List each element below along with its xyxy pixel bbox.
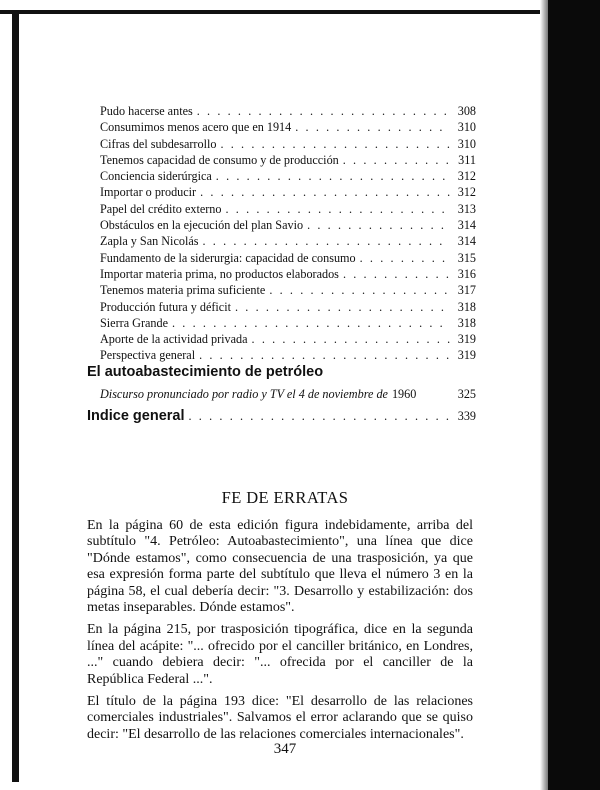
toc-entry[interactable] xyxy=(100,152,476,168)
toc-entry-title: Sierra Grande xyxy=(100,315,169,330)
leader-dots xyxy=(216,168,450,184)
leader-dots xyxy=(220,136,450,152)
toc-entry[interactable] xyxy=(100,119,476,135)
toc-entry-page: 313 xyxy=(457,201,476,216)
leader-dots xyxy=(343,266,450,282)
toc-entry-page: 317 xyxy=(457,283,476,298)
toc-entry-title: Consumimos menos acero que en 1914 xyxy=(100,120,292,135)
toc-entry-title: Cifras del subdesarrollo xyxy=(100,136,217,151)
leader-dots xyxy=(269,282,450,298)
toc-entry[interactable] xyxy=(100,299,476,315)
page-edge-left xyxy=(12,12,19,782)
leader-dots xyxy=(235,299,450,315)
toc-entry-page: 312 xyxy=(457,185,476,200)
toc-entry-page: 319 xyxy=(457,348,476,363)
toc-entry[interactable] xyxy=(100,184,476,200)
toc-entry[interactable] xyxy=(100,282,476,298)
toc-entry[interactable] xyxy=(100,266,476,282)
toc-entry-title: Zapla y San Nicolás xyxy=(100,234,199,249)
leader-dots xyxy=(200,184,450,200)
toc-entry-title: Aporte de la actividad privada xyxy=(100,332,248,347)
toc-entry-page: 312 xyxy=(457,169,476,184)
leader-dots xyxy=(295,119,450,135)
toc-entry-page: 311 xyxy=(458,152,476,167)
toc-entry[interactable] xyxy=(100,103,476,119)
toc-entry[interactable] xyxy=(100,233,476,249)
leader-dots xyxy=(189,409,450,424)
errata-heading: FE DE ERRATAS xyxy=(221,488,349,507)
toc-entry-title: Fundamento de la siderurgia: capacidad de consumo xyxy=(100,250,356,265)
toc-entry-page: 318 xyxy=(457,299,476,314)
toc-entry-page: 310 xyxy=(457,120,476,135)
toc-entry-page: 316 xyxy=(457,266,476,281)
leader-dots xyxy=(360,250,450,266)
toc-entry[interactable] xyxy=(100,168,476,184)
toc-entry-title: Producción futura y déficit xyxy=(100,299,231,314)
toc-entry-title: Conciencia siderúrgica xyxy=(100,169,212,184)
toc-entry-page: 315 xyxy=(457,250,476,265)
toc-entry-year: 1960 xyxy=(391,387,417,401)
errata-body xyxy=(87,518,473,749)
toc-entry[interactable] xyxy=(100,347,476,363)
page-number: 347 xyxy=(273,741,297,757)
leader-dots xyxy=(226,201,451,217)
leader-dots xyxy=(199,347,450,363)
toc-entry-discurso[interactable] xyxy=(100,387,476,402)
errata-paragraph: En la página 215, por trasposición tipográfica, dice en la segunda línea del acápite: "... ofrecido por el canciller británico, en Londres, ..." cuando debiera decir: "... ofrecida por el canciller de la República Federal ...". xyxy=(87,622,473,687)
toc-entry[interactable] xyxy=(100,315,476,331)
toc-entry-title: Tenemos capacidad de consumo y de producción xyxy=(100,152,339,167)
toc-entry-page: 308 xyxy=(457,104,476,118)
leader-dots xyxy=(197,103,450,119)
errata-paragraph: En la página 60 de esta edición figura indebidamente, arriba del subtítulo "4. Petróleo: Autoabastecimiento", una línea que dice "Dónde estamos", como consecuencia de una trasposición, ya que esa expresión forma parte del subtítulo que lleva el número 3 en la página 58, el cual debería decir: "3. Desarrollo y estabilización: dos metas inseparables. Dónde estamos". xyxy=(87,518,473,616)
toc-entry[interactable] xyxy=(100,217,476,233)
toc-entry[interactable] xyxy=(100,331,476,347)
page-edge-top xyxy=(0,10,560,14)
toc-entry-page: 318 xyxy=(457,315,476,330)
toc-entry-title: Importar materia prima, no productos elaborados xyxy=(100,266,339,281)
leader-dots xyxy=(203,233,451,249)
leader-dots xyxy=(252,331,450,347)
errata-paragraph: El título de la página 193 dice: "El desarrollo de las relaciones comerciales industriales". Salvamos el error aclarando que se quiso decir: "El desarrollo de las relaciones comerciales internacionales". xyxy=(87,694,473,742)
toc-entry[interactable] xyxy=(100,136,476,152)
toc-entry-page: 314 xyxy=(457,218,476,233)
toc-entry-indice-general[interactable] xyxy=(87,408,476,424)
section-heading-autoabastecimiento[interactable]: El autoabastecimiento de petróleo xyxy=(87,364,324,380)
toc-entry-page: 310 xyxy=(457,136,476,151)
table-of-contents xyxy=(100,103,476,364)
leader-dots xyxy=(343,152,450,168)
toc-entry-title: Pudo hacerse antes xyxy=(100,104,193,118)
leader-dots xyxy=(307,217,450,233)
toc-entry-page: 319 xyxy=(457,332,476,347)
toc-entry-page: 314 xyxy=(457,234,476,249)
toc-entry-page: 325 xyxy=(457,387,476,401)
toc-entry-title: Obstáculos en la ejecución del plan Savio xyxy=(100,218,304,233)
toc-entry-title: Discurso pronunciado por radio y TV el 4 de noviembre de xyxy=(100,387,388,401)
toc-entry[interactable] xyxy=(100,201,476,217)
scan-margin-dark xyxy=(548,0,600,790)
toc-entry-title: Papel del crédito externo xyxy=(100,201,222,216)
toc-entry-page: 339 xyxy=(457,409,476,423)
toc-entry-title: Importar o producir xyxy=(100,185,197,200)
toc-entry[interactable] xyxy=(100,250,476,266)
toc-entry-title: Perspectiva general xyxy=(100,348,196,363)
leader-dots xyxy=(172,315,450,331)
toc-entry-title: Tenemos materia prima suficiente xyxy=(100,283,266,298)
section-heading-indice: Indice general xyxy=(87,408,185,424)
